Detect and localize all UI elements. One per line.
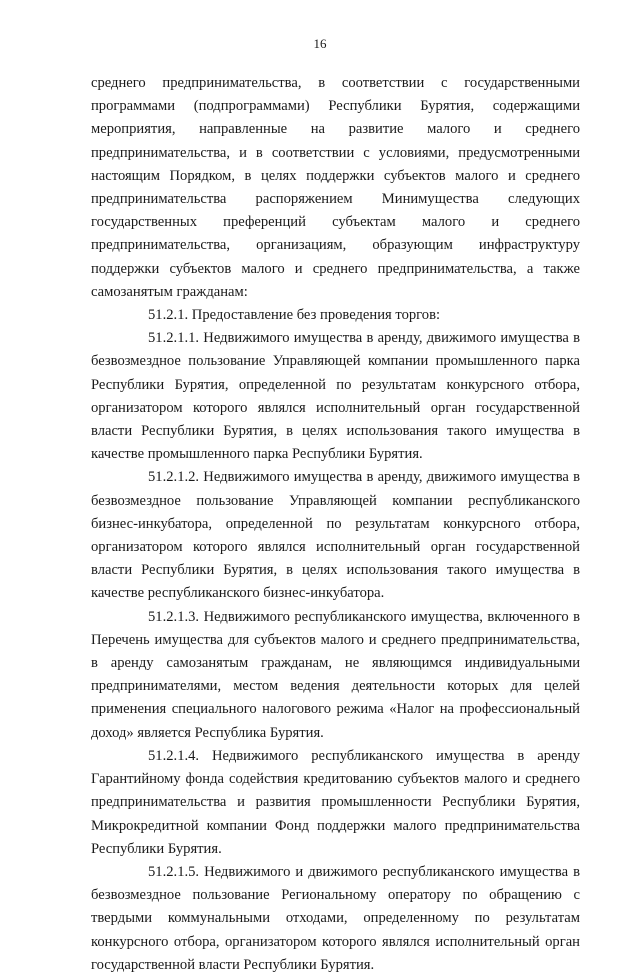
paragraph-51-2-1: 51.2.1. Предоставление без проведения торгов: bbox=[148, 307, 441, 324]
page-number: 16 bbox=[313, 36, 327, 51]
paragraph-51-2-1-1: 51.2.1.1. Недвижимого имущества в аренду, движимого имущества в безвозмездное пользование Управляющей компании промышленного парка Республики Бурятия, определенной по результатам конкурсного отбора, организатором которого являлся исполнительный орган государственной власти Республики Бурятия, в целях использования такого имущества в качестве промышленного парка Республики Бурятия. bbox=[91, 330, 580, 463]
paragraph-continuation: среднего предпринимательства, в соответствии с государственными программами (подпрограммами) Республики Бурятия, содержащими мероприятия, направленные на развитие малого и среднего предпринимательства, и в соответствии с условиями, предусмотренными настоящим Порядком, в целях поддержки субъектов малого и среднего предпринимательства распоряжением Минимущества следующих государственных преференций субъектам малого и среднего предпринимательства, организациям, образующим инфраструктуру поддержки субъектов малого и среднего предпринимательства, а также самозанятым гражданам: bbox=[91, 75, 580, 300]
document-body bbox=[91, 72, 580, 977]
paragraph-51-2-1-3: 51.2.1.3. Недвижимого республиканского имущества, включенного в Перечень имущества для субъектов малого и среднего предпринимательства, в аренду самозанятым гражданам, не являющимся индивидуальными предпринимателями, местом ведения деятельности которых для целей применения специального налогового режима «Налог на профессиональный доход» является Республика Бурятия. bbox=[91, 608, 580, 741]
paragraph-51-2-1-4: 51.2.1.4. Недвижимого республиканского имущества в аренду Гарантийному фонда содействия кредитованию субъектов малого и среднего предпринимательства и развития промышленности Республики Бурятия, Микрокредитной компании Фонд поддержки малого предпринимательства Республики Бурятия. bbox=[91, 747, 580, 857]
paragraph-51-2-1-2: 51.2.1.2. Недвижимого имущества в аренду, движимого имущества в безвозмездное пользование Управляющей компании республиканского бизнес-инкубатора, определенной по результатам конкурсного отбора, организатором которого являлся исполнительный орган государственной власти Республики Бурятия, в целях использования такого имущества в качестве республиканского бизнес-инкубатора. bbox=[91, 469, 580, 602]
paragraph-51-2-1-5: 51.2.1.5. Недвижимого и движимого республиканского имущества в безвозмездное пользование Региональному оператору по обращению с твердыми коммунальными отходами, определенному по результатам конкурсного отбора, организатором которого являлся исполнительный орган государственной власти Республики Бурятия. bbox=[91, 863, 580, 973]
